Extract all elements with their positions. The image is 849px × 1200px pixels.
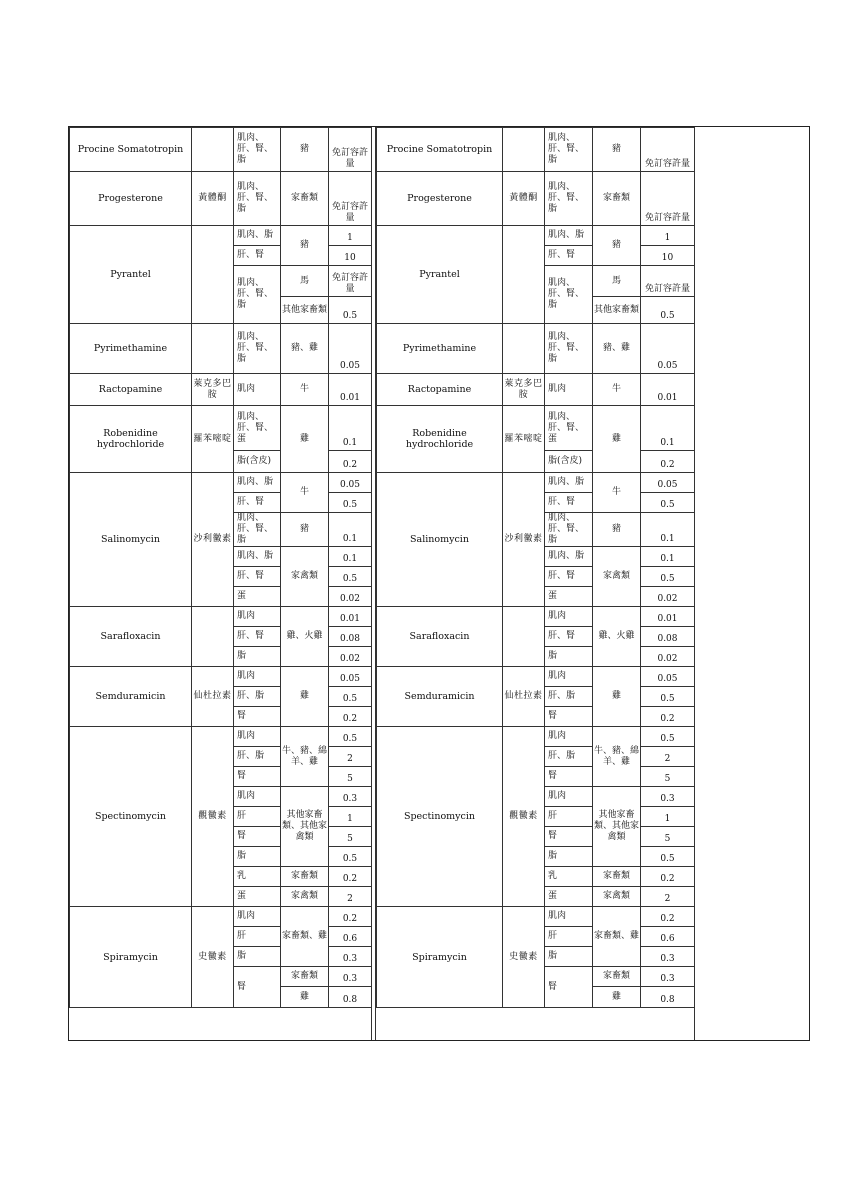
tissue-cell-right: 脂 <box>545 847 593 867</box>
tissue-cell-right: 肌肉、脂 <box>545 473 593 493</box>
tolerance-value-right: 0.05 <box>641 667 695 687</box>
tolerance-value-right: 0.2 <box>641 867 695 887</box>
drug-chinese-name-left: 羅苯嘧啶 <box>192 406 234 473</box>
tolerance-value-right: 免訂容許量 <box>641 266 695 297</box>
tissue-cell-right: 肝、脂 <box>545 747 593 767</box>
tolerance-value-left: 0.5 <box>329 727 372 747</box>
tolerance-value-left: 0.2 <box>329 707 372 727</box>
tolerance-value-left: 0.1 <box>329 547 372 567</box>
residue-table-left <box>69 127 372 1008</box>
tissue-cell-left: 腎 <box>234 827 281 847</box>
tissue-cell-right: 肌肉、脂 <box>545 226 593 246</box>
drug-chinese-name-left <box>192 607 234 667</box>
species-cell-right: 家畜類、雞 <box>593 907 641 967</box>
table-row <box>70 324 372 374</box>
tissue-cell-left: 肌肉、肝、腎、脂 <box>234 266 281 324</box>
species-cell-left: 雞 <box>281 987 329 1008</box>
tissue-cell-left: 肝、腎 <box>234 567 281 587</box>
drug-chinese-name-left: 仙杜拉素 <box>192 667 234 727</box>
tolerance-value-left: 0.2 <box>329 867 372 887</box>
tolerance-value-left: 0.2 <box>329 907 372 927</box>
drug-name-right: Robenidine hydrochloride <box>377 406 503 473</box>
tolerance-value-right: 5 <box>641 767 695 787</box>
tissue-cell-left: 腎 <box>234 967 281 1008</box>
tissue-cell-left: 肝、脂 <box>234 687 281 707</box>
tissue-cell-right: 肌肉 <box>545 374 593 406</box>
tolerance-value-right: 0.6 <box>641 927 695 947</box>
tissue-cell-left: 肌肉、脂 <box>234 473 281 493</box>
drug-chinese-name-left: 觀黴素 <box>192 727 234 907</box>
tolerance-value-right: 0.3 <box>641 967 695 987</box>
tolerance-value-left: 5 <box>329 767 372 787</box>
tolerance-value-left: 0.05 <box>329 324 372 374</box>
drug-name-right: Ractopamine <box>377 374 503 406</box>
table-row <box>377 374 695 406</box>
tolerance-value-left: 0.02 <box>329 587 372 607</box>
species-cell-left: 家畜類、雞 <box>281 907 329 967</box>
tissue-cell-left: 肌肉 <box>234 727 281 747</box>
tissue-cell-right: 腎 <box>545 967 593 1008</box>
drug-name-left: Semduramicin <box>70 667 192 727</box>
table-row <box>377 607 695 627</box>
tolerance-value-left: 0.3 <box>329 967 372 987</box>
tissue-cell-left: 腎 <box>234 767 281 787</box>
tolerance-value-left: 1 <box>329 226 372 246</box>
tissue-cell-right: 肝、脂 <box>545 687 593 707</box>
tolerance-value-right: 0.3 <box>641 947 695 967</box>
tissue-cell-right: 肌肉 <box>545 667 593 687</box>
species-cell-right: 豬 <box>593 226 641 266</box>
tolerance-value-right: 0.01 <box>641 374 695 406</box>
tolerance-value-left: 0.5 <box>329 687 372 707</box>
table-row <box>70 727 372 747</box>
species-cell-right: 家畜類 <box>593 172 641 226</box>
drug-chinese-name-right: 仙杜拉素 <box>503 667 545 727</box>
tissue-cell-left: 肝、腎 <box>234 246 281 266</box>
tolerance-value-right: 2 <box>641 747 695 767</box>
species-cell-left: 豬 <box>281 128 329 172</box>
tissue-cell-right: 脂 <box>545 947 593 967</box>
tissue-cell-left: 肌肉 <box>234 607 281 627</box>
drug-chinese-name-left <box>192 324 234 374</box>
tolerance-value-left: 0.1 <box>329 513 372 547</box>
drug-name-left: Pyrimethamine <box>70 324 192 374</box>
tolerance-value-right: 1 <box>641 807 695 827</box>
tissue-cell-right: 脂 <box>545 647 593 667</box>
tissue-cell-left: 乳 <box>234 867 281 887</box>
tolerance-value-right: 0.2 <box>641 707 695 727</box>
tolerance-value-right: 0.2 <box>641 907 695 927</box>
species-cell-left: 豬、雞 <box>281 324 329 374</box>
species-cell-left: 其他家畜類、其他家禽類 <box>281 787 329 867</box>
tolerance-value-left: 0.02 <box>329 647 372 667</box>
species-cell-right: 家畜類 <box>593 867 641 887</box>
tolerance-value-left: 2 <box>329 887 372 907</box>
drug-chinese-name-right: 萊克多巴胺 <box>503 374 545 406</box>
drug-name-right: Sarafloxacin <box>377 607 503 667</box>
tissue-cell-left: 肌肉、脂 <box>234 547 281 567</box>
tissue-cell-left: 肌肉、肝、腎、脂 <box>234 172 281 226</box>
tolerance-value-right: 0.5 <box>641 687 695 707</box>
blank-margin-column <box>694 127 809 1040</box>
species-cell-right: 豬、雞 <box>593 324 641 374</box>
species-cell-right: 雞 <box>593 667 641 727</box>
drug-chinese-name-right: 觀黴素 <box>503 727 545 907</box>
tolerance-value-left: 0.1 <box>329 406 372 451</box>
table-row <box>70 406 372 451</box>
species-cell-left: 其他家畜類 <box>281 297 329 324</box>
tissue-cell-left: 肝 <box>234 807 281 827</box>
drug-name-left: Pyrantel <box>70 226 192 324</box>
tissue-cell-left: 肌肉 <box>234 374 281 406</box>
tolerance-value-left: 0.05 <box>329 473 372 493</box>
tissue-cell-left: 肝、腎 <box>234 627 281 647</box>
drug-name-left: Spiramycin <box>70 907 192 1008</box>
table-row <box>70 172 372 226</box>
tissue-cell-right: 肝、腎 <box>545 246 593 266</box>
drug-name-left: Robenidine hydrochloride <box>70 406 192 473</box>
table-row <box>70 667 372 687</box>
tolerance-value-left: 0.8 <box>329 987 372 1008</box>
tolerance-value-right: 0.5 <box>641 847 695 867</box>
tolerance-value-left: 0.6 <box>329 927 372 947</box>
table-row <box>377 172 695 226</box>
species-cell-right: 豬 <box>593 128 641 172</box>
tolerance-value-left: 0.08 <box>329 627 372 647</box>
tolerance-value-right: 0.01 <box>641 607 695 627</box>
tissue-cell-right: 肌肉 <box>545 607 593 627</box>
drug-chinese-name-right <box>503 128 545 172</box>
tissue-cell-right: 脂(含皮) <box>545 451 593 473</box>
table-row <box>377 667 695 687</box>
tolerance-value-right: 10 <box>641 246 695 266</box>
tolerance-value-right: 0.05 <box>641 473 695 493</box>
tolerance-value-left: 0.5 <box>329 297 372 324</box>
species-cell-left: 豬 <box>281 513 329 547</box>
drug-chinese-name-right: 羅苯嘧啶 <box>503 406 545 473</box>
tolerance-value-left: 0.01 <box>329 374 372 406</box>
species-cell-right: 家禽類 <box>593 547 641 607</box>
tissue-cell-right: 腎 <box>545 827 593 847</box>
tissue-cell-right: 肌肉、肝、腎、蛋 <box>545 406 593 451</box>
tissue-cell-right: 肝 <box>545 927 593 947</box>
table-row <box>377 324 695 374</box>
tissue-cell-left: 肌肉、肝、腎、蛋 <box>234 406 281 451</box>
drug-name-left: Ractopamine <box>70 374 192 406</box>
tolerance-value-left: 免訂容許量 <box>329 266 372 297</box>
drug-name-right: Pyrantel <box>377 226 503 324</box>
tolerance-value-right: 0.5 <box>641 297 695 324</box>
tissue-cell-right: 肝、腎 <box>545 493 593 513</box>
table-row <box>377 128 695 172</box>
table-row <box>377 727 695 747</box>
species-cell-left: 牛 <box>281 374 329 406</box>
table-row <box>70 374 372 406</box>
tolerance-value-right: 免訂容許量 <box>641 128 695 172</box>
species-cell-left: 家畜類 <box>281 967 329 987</box>
drug-name-left: Progesterone <box>70 172 192 226</box>
drug-chinese-name-left <box>192 226 234 324</box>
drug-name-right: Salinomycin <box>377 473 503 607</box>
tolerance-value-left: 0.01 <box>329 607 372 627</box>
tissue-cell-left: 肌肉、肝、腎、脂 <box>234 128 281 172</box>
residue-table-sheet <box>68 126 810 1041</box>
table-row <box>70 226 372 246</box>
tissue-cell-left: 肌肉、肝、腎、脂 <box>234 513 281 547</box>
species-cell-left: 豬 <box>281 226 329 266</box>
tolerance-value-right: 0.3 <box>641 787 695 807</box>
tolerance-value-left: 5 <box>329 827 372 847</box>
tolerance-value-right: 0.5 <box>641 493 695 513</box>
tolerance-value-right: 0.02 <box>641 587 695 607</box>
tolerance-value-right: 0.02 <box>641 647 695 667</box>
drug-name-right: Semduramicin <box>377 667 503 727</box>
species-cell-right: 馬 <box>593 266 641 297</box>
tolerance-value-right: 0.2 <box>641 451 695 473</box>
drug-name-left: Procine Somatotropin <box>70 128 192 172</box>
tissue-cell-right: 乳 <box>545 867 593 887</box>
tissue-cell-right: 肌肉、脂 <box>545 547 593 567</box>
drug-name-right: Spectinomycin <box>377 727 503 907</box>
tolerance-value-right: 0.1 <box>641 547 695 567</box>
species-cell-right: 雞、火雞 <box>593 607 641 667</box>
drug-name-left: Spectinomycin <box>70 727 192 907</box>
tolerance-value-right: 0.05 <box>641 324 695 374</box>
tolerance-value-right: 免訂容許量 <box>641 172 695 226</box>
tissue-cell-left: 脂(含皮) <box>234 451 281 473</box>
table-row <box>377 473 695 493</box>
tolerance-value-right: 0.5 <box>641 727 695 747</box>
table-row <box>70 607 372 627</box>
tissue-cell-right: 肝 <box>545 807 593 827</box>
species-cell-left: 牛 <box>281 473 329 513</box>
species-cell-right: 家禽類 <box>593 887 641 907</box>
tissue-cell-right: 肌肉、肝、腎、脂 <box>545 172 593 226</box>
species-cell-right: 牛 <box>593 374 641 406</box>
drug-name-left: Sarafloxacin <box>70 607 192 667</box>
species-cell-left: 家禽類 <box>281 547 329 607</box>
species-cell-right: 雞 <box>593 406 641 473</box>
table-row <box>70 128 372 172</box>
tissue-cell-left: 脂 <box>234 947 281 967</box>
tissue-cell-left: 肌肉、肝、腎、脂 <box>234 324 281 374</box>
tissue-cell-right: 肝、腎 <box>545 627 593 647</box>
drug-chinese-name-right <box>503 226 545 324</box>
species-cell-left: 雞 <box>281 406 329 473</box>
drug-chinese-name-left: 史黴素 <box>192 907 234 1008</box>
tissue-cell-right: 肌肉、肝、腎、脂 <box>545 324 593 374</box>
drug-name-left: Salinomycin <box>70 473 192 607</box>
drug-name-right: Procine Somatotropin <box>377 128 503 172</box>
drug-chinese-name-right: 沙利黴素 <box>503 473 545 607</box>
species-cell-right: 其他家畜類、其他家禽類 <box>593 787 641 867</box>
tissue-cell-left: 肝 <box>234 927 281 947</box>
tissue-cell-right: 腎 <box>545 707 593 727</box>
species-cell-right: 牛 <box>593 473 641 513</box>
drug-name-right: Progesterone <box>377 172 503 226</box>
species-cell-left: 家畜類 <box>281 172 329 226</box>
tolerance-value-left: 0.5 <box>329 847 372 867</box>
tolerance-value-right: 5 <box>641 827 695 847</box>
tissue-cell-left: 肝、腎 <box>234 493 281 513</box>
tolerance-value-left: 10 <box>329 246 372 266</box>
drug-chinese-name-right <box>503 607 545 667</box>
residue-table-right <box>376 127 695 1008</box>
tolerance-value-left: 免訂容許量 <box>329 172 372 226</box>
residue-table-left-body <box>70 128 372 1008</box>
tolerance-value-left: 0.5 <box>329 493 372 513</box>
tolerance-value-left: 0.05 <box>329 667 372 687</box>
tissue-cell-left: 蛋 <box>234 887 281 907</box>
tissue-cell-left: 肝、脂 <box>234 747 281 767</box>
drug-chinese-name-left: 黃體酮 <box>192 172 234 226</box>
table-row <box>377 406 695 451</box>
tissue-cell-left: 脂 <box>234 647 281 667</box>
species-cell-right: 雞 <box>593 987 641 1008</box>
tissue-cell-left: 腎 <box>234 707 281 727</box>
tolerance-value-right: 0.8 <box>641 987 695 1008</box>
tolerance-value-left: 免訂容許量 <box>329 128 372 172</box>
species-cell-right: 牛、豬、綿羊、雞 <box>593 727 641 787</box>
table-row <box>377 907 695 927</box>
tolerance-value-right: 0.08 <box>641 627 695 647</box>
tolerance-value-left: 0.5 <box>329 567 372 587</box>
species-cell-right: 豬 <box>593 513 641 547</box>
species-cell-left: 雞 <box>281 667 329 727</box>
tolerance-value-left: 0.3 <box>329 947 372 967</box>
species-cell-left: 雞、火雞 <box>281 607 329 667</box>
tissue-cell-left: 肌肉 <box>234 907 281 927</box>
species-cell-right: 家畜類 <box>593 967 641 987</box>
tolerance-value-right: 0.1 <box>641 513 695 547</box>
tissue-cell-right: 蛋 <box>545 587 593 607</box>
tissue-cell-right: 肝、腎 <box>545 567 593 587</box>
tolerance-value-right: 2 <box>641 887 695 907</box>
drug-chinese-name-left <box>192 128 234 172</box>
tissue-cell-right: 肌肉 <box>545 787 593 807</box>
species-cell-left: 家畜類 <box>281 867 329 887</box>
tissue-cell-right: 肌肉、肝、腎、脂 <box>545 513 593 547</box>
drug-name-right: Spiramycin <box>377 907 503 1008</box>
tissue-cell-left: 脂 <box>234 847 281 867</box>
tolerance-value-right: 1 <box>641 226 695 246</box>
tissue-cell-left: 肌肉 <box>234 787 281 807</box>
tissue-cell-right: 腎 <box>545 767 593 787</box>
tissue-cell-right: 肌肉、肝、腎、脂 <box>545 266 593 324</box>
species-cell-left: 牛、豬、綿羊、雞 <box>281 727 329 787</box>
tissue-cell-right: 蛋 <box>545 887 593 907</box>
tolerance-value-right: 0.1 <box>641 406 695 451</box>
species-cell-right: 其他家畜類 <box>593 297 641 324</box>
tissue-cell-right: 肌肉 <box>545 727 593 747</box>
tissue-cell-left: 肌肉、脂 <box>234 226 281 246</box>
residue-table-right-body <box>377 128 695 1008</box>
tolerance-value-left: 0.3 <box>329 787 372 807</box>
tolerance-value-left: 0.2 <box>329 451 372 473</box>
drug-chinese-name-right: 黃體酮 <box>503 172 545 226</box>
table-row <box>70 473 372 493</box>
table-row <box>377 226 695 246</box>
tissue-cell-left: 肌肉 <box>234 667 281 687</box>
drug-chinese-name-left: 沙利黴素 <box>192 473 234 607</box>
tolerance-value-left: 1 <box>329 807 372 827</box>
tissue-cell-right: 肌肉 <box>545 907 593 927</box>
tissue-cell-right: 肌肉、肝、腎、脂 <box>545 128 593 172</box>
drug-chinese-name-left: 萊克多巴胺 <box>192 374 234 406</box>
tolerance-value-left: 2 <box>329 747 372 767</box>
table-row <box>70 907 372 927</box>
drug-name-right: Pyrimethamine <box>377 324 503 374</box>
drug-chinese-name-right <box>503 324 545 374</box>
species-cell-left: 馬 <box>281 266 329 297</box>
species-cell-left: 家禽類 <box>281 887 329 907</box>
tissue-cell-left: 蛋 <box>234 587 281 607</box>
drug-chinese-name-right: 史黴素 <box>503 907 545 1008</box>
tolerance-value-right: 0.5 <box>641 567 695 587</box>
